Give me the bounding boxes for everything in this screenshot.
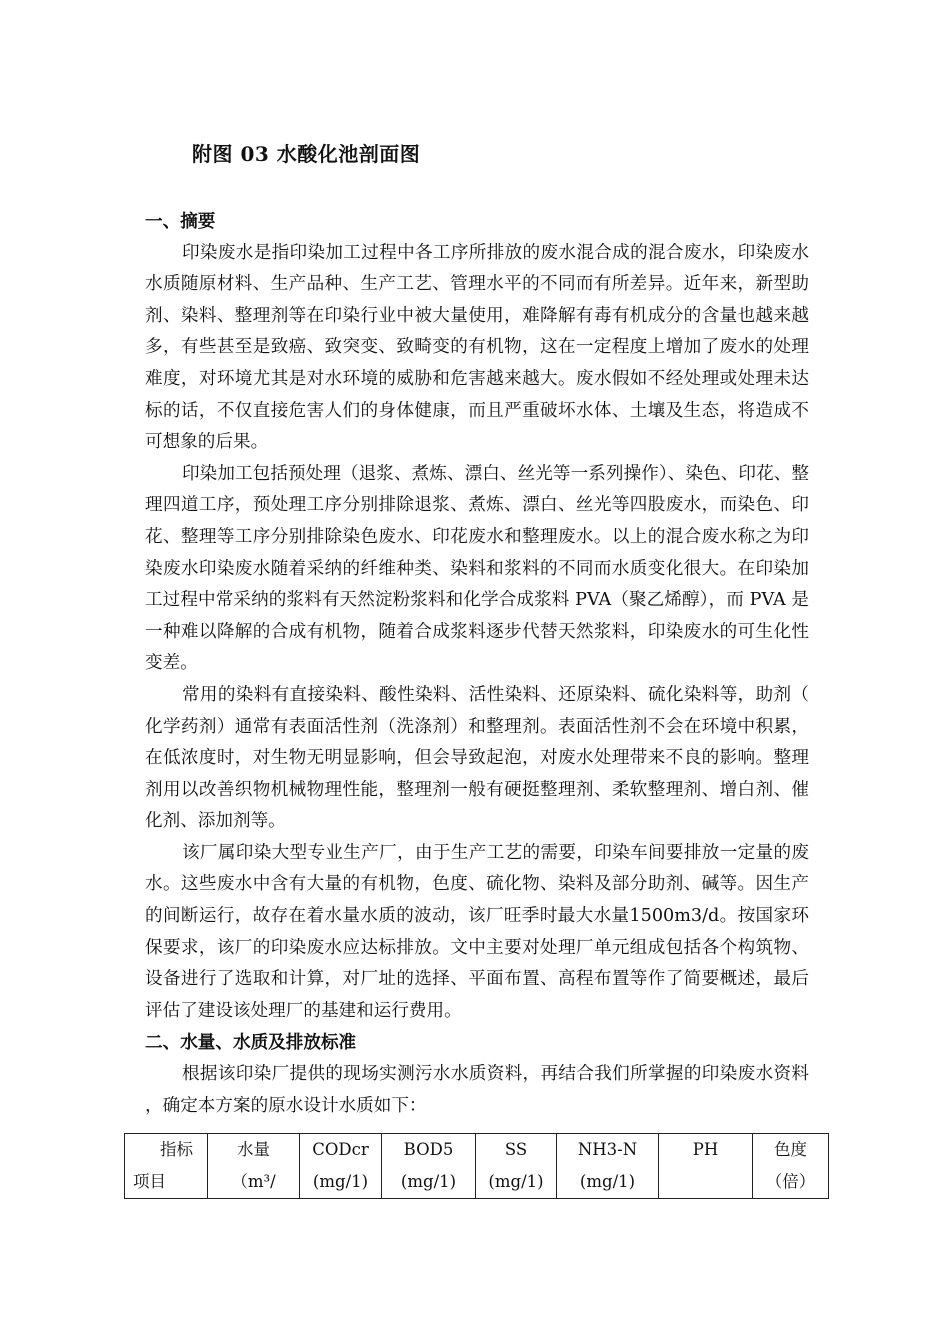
header-chroma-unit: （倍） [765,1172,816,1191]
design-water-quality-table [124,1133,829,1199]
header-indicator-label: 指标 [160,1140,193,1159]
header-codcr-label: CODcr [312,1140,369,1159]
header-chroma-label: 色度 [774,1140,807,1159]
header-bod5-label: BOD5 [403,1140,454,1159]
header-nh3n-label: NH3-N [577,1140,638,1159]
header-bod5-unit: (mg/1) [400,1172,457,1191]
header-flow-unit: （m³/ [231,1172,276,1191]
header-flow-label: 水量 [237,1140,270,1159]
header-ss-unit: (mg/1) [488,1172,544,1191]
table-cell-indicator-item [125,1134,208,1199]
table-cell-chroma [753,1134,829,1199]
document-title: 附图 03 水酸化池剖面图 [192,142,421,166]
document-body [145,206,809,1122]
header-ss-label: SS [504,1140,528,1159]
table-cell-bod5 [382,1134,476,1199]
table-cell-ph [659,1134,753,1199]
header-nh3n-unit: (mg/1) [579,1172,636,1191]
summary-paragraph-3: 常用的染料有直接染料、酸性染料、活性染料、还原染料、硫化染料等，助剂（化学药剂）通常有表面活性剂（洗涤剂）和整理剂。表面活性剂不会在环境中积累，在低浓度时，对生物无明显影响，但会导致起泡，对废水处理带来不良的影响。整理剂用以改善织物机械物理性能，整理剂一般有硬挺整理剂、柔软整理剂、增白剂、催化剂、添加剂等。 [145,684,809,832]
summary-paragraph-2: 印染加工包括预处理（退浆、煮炼、漂白、丝光等一系列操作）、染色、印花、整理四道工序，预处理工序分别排除退浆、煮炼、漂白、丝光等四股废水，而染色、印花、整理等工序分别排除染色废水、印花废水和整理废水。以上的混合废水称之为印染废水印染废水随着采纳的纤维种类、染料和浆料的不同而水质变化很大。在印染加工过程中常采纳的浆料有天然淀粉浆料和化学合成浆料 PVA（聚乙烯醇），而 PVA 是一种难以降解的合成有机物，随着合成浆料逐步代替天然浆料，印染废水的可生化性变差。 [145,463,809,674]
section-heading-water-quality: 二、水量、水质及排放标准 [145,1032,357,1054]
header-ph-label: PH [692,1140,719,1159]
summary-paragraph-1: 印染废水是指印染加工过程中各工序所排放的废水混合成的混合废水，印染废水水质随原材料、生产品种、生产工艺、管理水平的不同而有所差异。近年来，新型助剂、染料、整理剂等在印染行业中被大量使用，难降解有毒有机成分的含量也越来越多，有些甚至是致癌、致突变、致畸变的有机物，这在一定程度上增加了废水的处理难度，对环境尤其是对水环境的威胁和危害越来越大。废水假如不经处理或处理未达标的话，不仅直接危害人们的身体健康，而且严重破坏水体、土壤及生态，将造成不可想象的后果。 [145,242,809,453]
header-codcr-unit: (mg/1) [312,1172,369,1191]
table-header-row [125,1134,829,1199]
water-quality-paragraph: 根据该印染厂提供的现场实测污水水质资料，再结合我们所掌握的印染废水资料，确定本方案的原水设计水质如下： [145,1064,809,1116]
header-ph-unit [659,1166,752,1198]
table-cell-flow [208,1134,300,1199]
header-item-label: 项目 [133,1172,166,1191]
table-cell-codcr [300,1134,382,1199]
section-heading-summary: 一、摘要 [145,211,216,232]
table-cell-nh3n [557,1134,659,1199]
summary-paragraph-4: 该厂属印染大型专业生产厂，由于生产工艺的需要，印染车间要排放一定量的废水。这些废水中含有大量的有机物，色度、硫化物、染料及部分助剂、碱等。因生产的间断运行，故存在着水量水质的波动，该厂旺季时最大水量1500m3/d。按国家环保要求，该厂的印染废水应达标排放。文中主要对处理厂单元组成包括各个构筑物、设备进行了选取和计算，对厂址的选择、平面布置、高程布置等作了简要概述，最后评估了建设该处理厂的基建和运行费用。 [145,842,809,1021]
table-cell-ss [476,1134,557,1199]
